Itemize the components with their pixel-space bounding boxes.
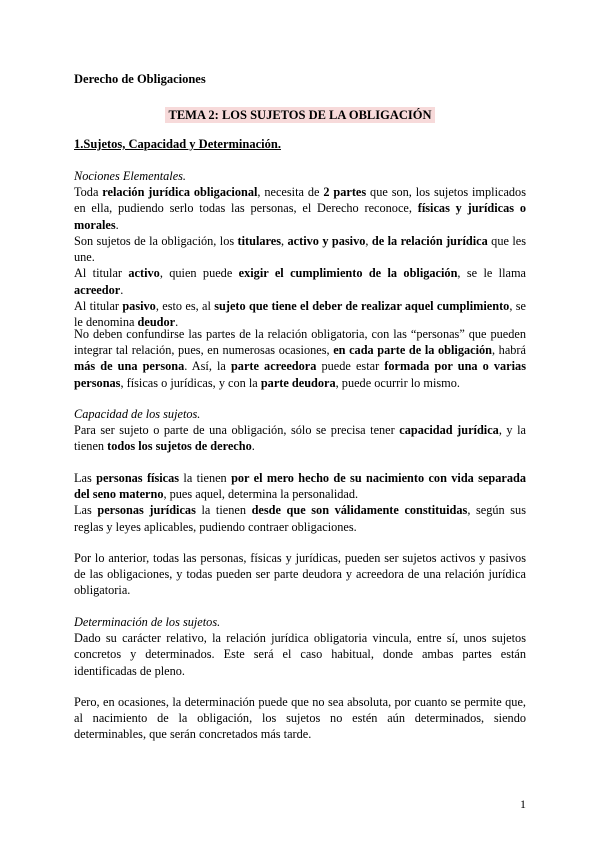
page-number: 1 — [520, 797, 526, 811]
bold-run: más de una persona — [74, 359, 185, 374]
text-run: , puede ocurrir lo mismo. — [335, 375, 460, 390]
capacidad-paragraph-3 — [74, 502, 526, 534]
bold-run: exigir el cumplimiento de la obligación — [238, 266, 458, 281]
tema-heading: TEMA 2: LOS SUJETOS DE LA OBLIGACIÓN — [165, 107, 434, 123]
determinacion-parrafo — [74, 694, 526, 743]
determinacion-paragraph-1: Dado su carácter relativo, la relación jurídica obligatoria vincula, entre sí, unos sujetos concretos y determinados. Este será el caso habitual, donde ambas partes están identificadas de pleno. — [74, 631, 526, 678]
bold-run: físicas y jurídicas o morales — [74, 201, 526, 232]
text-run: , se le llama — [457, 266, 526, 281]
text-run: , necesita de — [257, 185, 324, 200]
section-title: 1.Sujetos, Capacidad y Determinación. — [74, 137, 281, 151]
nociones-paragraph-2 — [74, 233, 526, 265]
text-run: que les une. — [74, 234, 526, 265]
tema-heading-row — [0, 106, 600, 124]
text-run: . — [120, 282, 124, 297]
text-run: , físicas o jurídicas, y con la — [120, 375, 261, 390]
bold-run: desde que son válidamente constituidas — [251, 503, 468, 518]
nociones-subtitle: Nociones Elementales. — [74, 169, 187, 183]
capacidad-subtitle: Capacidad de los sujetos. — [74, 407, 201, 421]
text-run: , pues aquel, determina la personalidad. — [163, 487, 359, 502]
determinacion-subtitle: Determinación de los sujetos. — [74, 615, 221, 629]
text-run: Al titular — [74, 298, 123, 313]
text-run: . — [251, 439, 255, 454]
text-run: puede estar — [316, 359, 385, 374]
bold-run: deudor — [137, 315, 176, 330]
bold-run: formada por una o varias personas — [74, 359, 526, 390]
nociones-paragraph-1 — [74, 184, 526, 233]
nociones-section — [74, 168, 526, 233]
text-run: , — [281, 234, 288, 248]
bold-run: activo y pasivo — [287, 234, 366, 248]
bold-run: sujeto que tiene el deber de realizar aquel cumplimiento — [214, 298, 510, 313]
text-run: , se le denomina — [74, 298, 526, 330]
bold-run: capacidad jurídica — [399, 423, 499, 438]
document-title: Derecho de Obligaciones — [74, 72, 206, 86]
bold-run: titulares — [237, 234, 282, 248]
bold-run: parte deudora — [260, 375, 336, 390]
text-run: la tienen — [195, 503, 252, 518]
capacidad-paragraph-2 — [74, 470, 526, 502]
text-run: , habrá — [491, 343, 526, 358]
text-run: la tienen — [179, 471, 232, 485]
bold-run: activo — [128, 266, 160, 281]
capacidad-section — [74, 406, 526, 455]
text-run: . — [115, 217, 119, 232]
text-run: , — [365, 234, 372, 248]
bold-run: relación jurídica obligacional — [102, 185, 258, 200]
text-run: . — [175, 315, 179, 330]
bold-run: todos los sujetos de derecho — [107, 439, 252, 454]
nociones-paragraph-5 — [74, 326, 526, 391]
capacidad-paragraph-4: Por lo anterior, todas las personas, físicas y jurídicas, pueden ser sujetos activos y pasivos de las obligaciones, y todas pueden ser parte deudora y acreedora de una relación jurídica obligatoria. — [74, 551, 526, 598]
text-run: . Así, la — [184, 359, 231, 374]
text-run: Las — [74, 503, 98, 518]
text-run: No deben confundirse las partes de la relación obligatoria, con las “personas” que pueden integrar tal relación, pues, en numerosas ocasiones, — [74, 327, 526, 358]
bold-run: personas jurídicas — [97, 503, 196, 518]
text-run: Al titular — [74, 266, 129, 281]
text-run: Para ser sujeto o parte de una obligación, sólo se precisa tener — [74, 423, 400, 438]
determinacion-section — [74, 614, 526, 679]
nociones-titulares — [74, 233, 526, 330]
bold-run: en cada parte de la obligación — [333, 343, 492, 358]
text-run: , y la tienen — [74, 423, 526, 454]
bold-run: de la relación jurídica — [371, 234, 488, 248]
text-run: Toda — [74, 185, 103, 200]
text-run: , quien puede — [159, 266, 239, 281]
nociones-paragraph-3 — [74, 265, 526, 297]
capacidad-personas — [74, 470, 526, 535]
text-run: Las — [74, 471, 97, 485]
bold-run: 2 partes — [323, 185, 367, 200]
determinacion-paragraph-2: Pero, en ocasiones, la determinación puede que no sea absoluta, por cuanto se permite que, al nacimiento de la obligación, los sujetos no estén aún determinados, siendo determinables, que serán concretados más tarde. — [74, 695, 526, 742]
text-run: , según sus reglas y leyes aplicables, pudiendo contraer obligaciones. — [74, 503, 526, 534]
bold-run: por el mero hecho de su nacimiento con vida separada del seno materno — [74, 471, 526, 502]
bold-run: pasivo — [122, 298, 156, 313]
text-run: , esto es, al — [155, 298, 215, 313]
text-run: que son, los sujetos implicados en ella, pudiendo serlo todas las personas, el Derecho reconoce, — [74, 185, 526, 216]
text-run: Son sujetos de la obligación, los — [74, 234, 238, 248]
capacidad-conclusion — [74, 550, 526, 599]
nociones-partes — [74, 326, 526, 391]
capacidad-paragraph-1 — [74, 422, 526, 454]
bold-run: personas físicas — [96, 471, 180, 485]
bold-run: parte acreedora — [230, 359, 317, 374]
bold-run: acreedor — [74, 282, 121, 297]
